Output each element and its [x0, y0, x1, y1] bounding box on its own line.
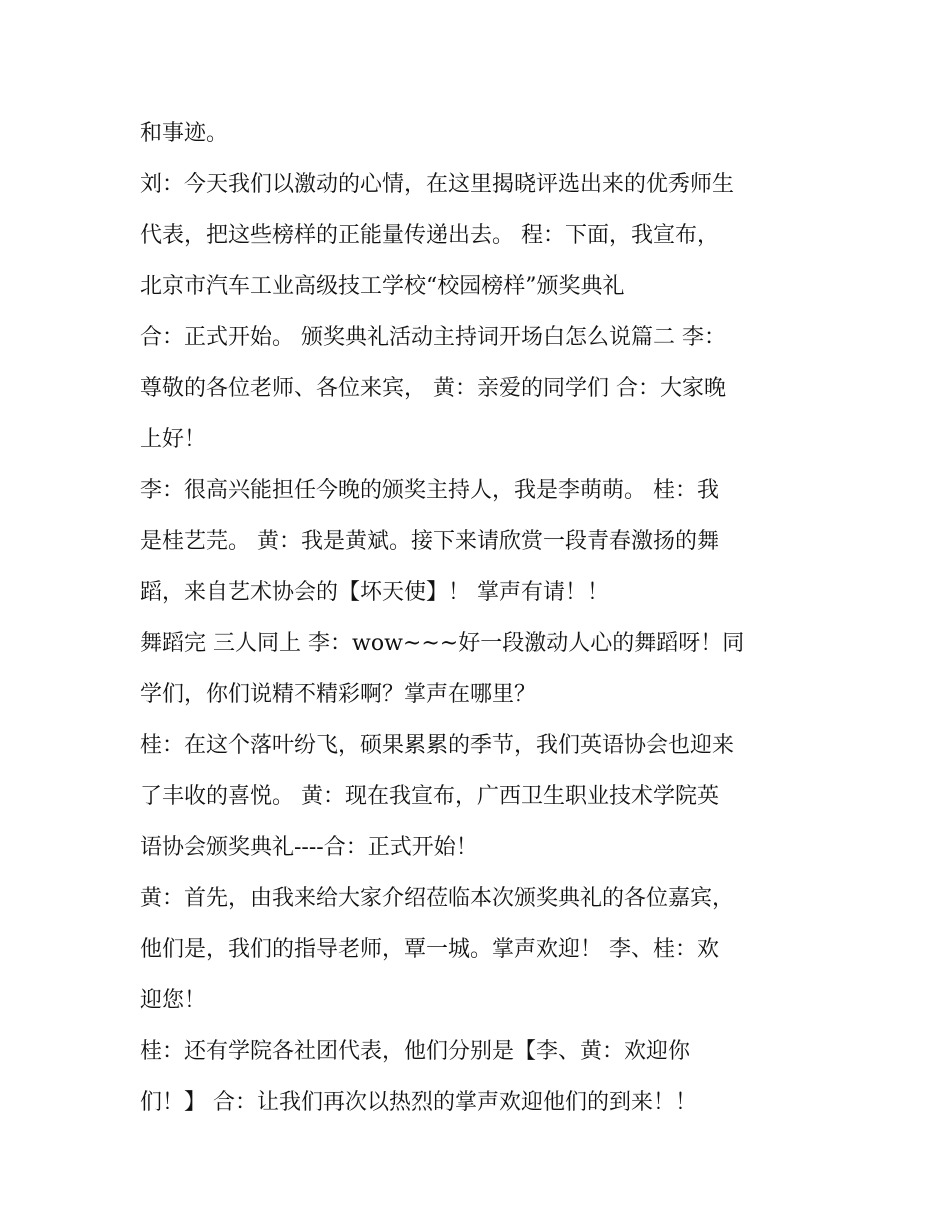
- text-line: 李：很高兴能担任今晚的颁奖主持人，我是李萌萌。 桂：我: [140, 478, 719, 503]
- document-body: [140, 108, 820, 1128]
- text-line: 舞蹈完 三人同上 李：wow~~~好一段激动人心的舞蹈呀！同: [140, 631, 745, 656]
- text-line: 了丰收的喜悦。 黄：现在我宣布，广西卫生职业技术学院英: [140, 784, 719, 809]
- text-line: 他们是，我们的指导老师，覃一城。掌声欢迎！ 李、桂：欢: [140, 937, 719, 962]
- text-line: 北京市汽车工业高级技工学校“校园榜样”颁奖典礼: [140, 274, 625, 299]
- text-line: 桂：在这个落叶纷飞，硕果累累的季节，我们英语协会也迎来: [140, 733, 735, 758]
- text-line: 们！】 合：让我们再次以热烈的掌声欢迎他们的到来！！: [140, 1090, 697, 1115]
- text-line: 是桂艺芫。 黄：我是黄斌。接下来请欣赏一段青春激扬的舞: [140, 529, 719, 554]
- text-line: 迎您！: [140, 988, 207, 1013]
- text-line: 刘：今天我们以激动的心情，在这里揭晓评选出来的优秀师生: [140, 172, 735, 197]
- text-line: 合：正式开始。 颁奖典礼活动主持词开场白怎么说篇二 李：: [140, 325, 726, 350]
- text-line: 桂：还有学院各社团代表，他们分别是【李、黄：欢迎你: [140, 1039, 691, 1064]
- text-line: 黄：首先，由我来给大家介绍莅临本次颁奖典礼的各位嘉宾，: [140, 886, 735, 911]
- text-line: 上好！: [140, 427, 207, 452]
- text-line: 语协会颁奖典礼----合：正式开始！: [140, 835, 478, 860]
- text-line: 尊敬的各位老师、各位来宾， 黄：亲爱的同学们 合：大家晚: [140, 376, 726, 401]
- text-line: 和事迹。: [140, 121, 229, 146]
- text-line: 学们，你们说精不精彩啊？掌声在哪里？: [140, 682, 537, 707]
- text-line: 蹈，来自艺术协会的【坏天使】！ 掌声有请！！: [140, 580, 609, 605]
- text-line: 代表，把这些榜样的正能量传递出去。 程：下面，我宣布，: [140, 223, 719, 248]
